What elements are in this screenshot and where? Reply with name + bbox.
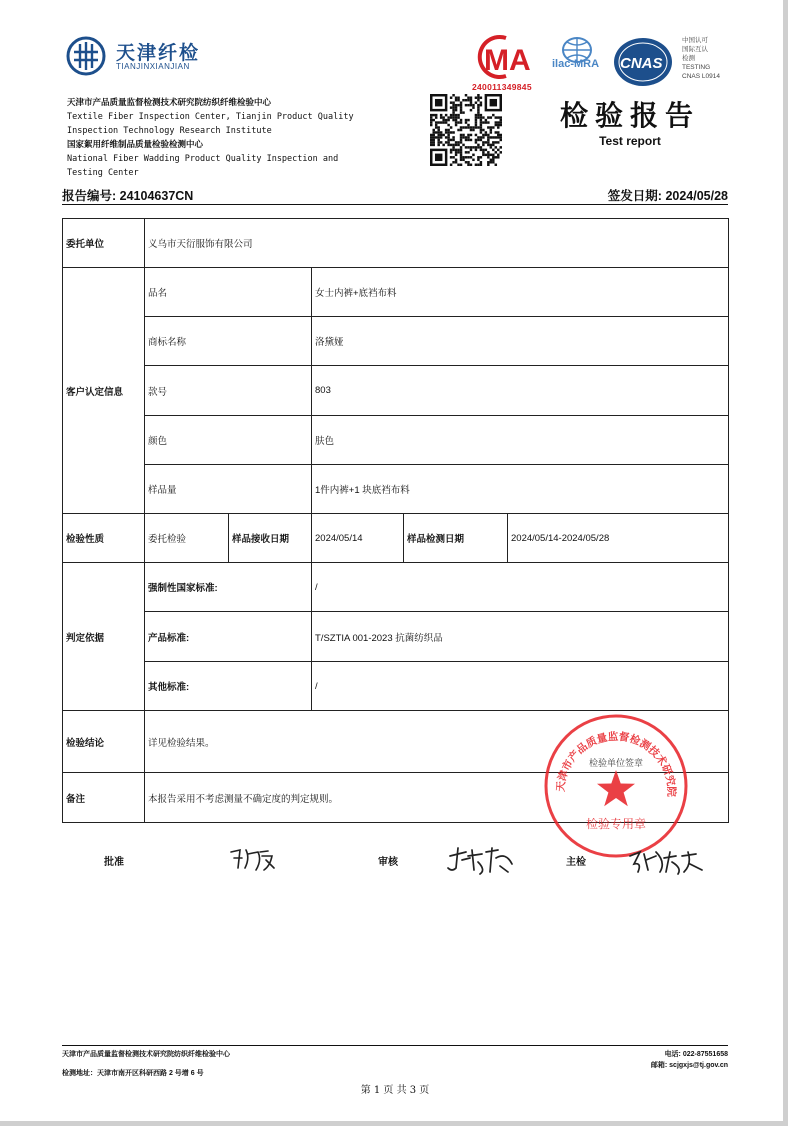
org-line-3: Inspection Technology Research Institute bbox=[67, 126, 272, 136]
customer-row bbox=[63, 268, 729, 317]
cnas-cn-line-2: 国际互认 bbox=[682, 46, 708, 53]
customer-field-value: 803 bbox=[312, 366, 729, 416]
main-inspector-label: 主检 bbox=[566, 857, 586, 868]
ma-logo-icon bbox=[472, 34, 542, 80]
org-line-2: Textile Fiber Inspection Center, Tianjin Product Quality bbox=[67, 112, 354, 122]
basis-field-label: 其他标准: bbox=[145, 662, 312, 711]
cnas-logo-icon bbox=[612, 36, 674, 88]
customer-field-value: 洛黛娅 bbox=[312, 317, 729, 366]
customer-row bbox=[63, 465, 729, 514]
conclusion-label: 检验结论 bbox=[63, 711, 145, 773]
basis-row bbox=[63, 662, 729, 711]
customer-field-value: 1件内裤+1 块底裆布料 bbox=[312, 465, 729, 514]
footer-phone: 电话: 022-87551658 bbox=[664, 1051, 728, 1058]
official-seal bbox=[542, 712, 690, 860]
nature-label: 检验性质 bbox=[63, 514, 145, 563]
customer-field-label: 样品量 bbox=[145, 465, 312, 514]
cnas-mark bbox=[612, 36, 728, 92]
footer-address: 检测地址：天津市南开区科研西路 2 号增 6 号 bbox=[62, 1070, 204, 1077]
seal-ring-text: 天津市产品质量监督检测技术研究院 bbox=[554, 730, 678, 797]
ma-mark bbox=[472, 34, 542, 92]
customer-field-label: 商标名称 bbox=[145, 317, 312, 366]
test-date-value: 2024/05/14-2024/05/28 bbox=[508, 514, 729, 563]
basis-label: 判定依据 bbox=[63, 563, 145, 711]
customer-field-label: 品名 bbox=[145, 268, 312, 317]
main-inspector-signature bbox=[626, 846, 706, 878]
customer-row bbox=[63, 317, 729, 366]
org-block bbox=[67, 96, 427, 180]
receipt-date-value: 2024/05/14 bbox=[312, 514, 404, 563]
basis-field-label: 产品标准: bbox=[145, 612, 312, 662]
org-line-4: 国家絮用纤维制品质量检验检测中心 bbox=[67, 140, 204, 150]
ma-label: MA bbox=[484, 44, 531, 77]
customer-field-label: 款号 bbox=[145, 366, 312, 416]
logo bbox=[66, 36, 226, 76]
basis-row bbox=[63, 563, 729, 612]
ma-number: 240011349845 bbox=[472, 82, 532, 92]
cnas-label: CNAS bbox=[620, 55, 663, 72]
seal-icon bbox=[542, 712, 690, 860]
approve-signature bbox=[228, 846, 278, 874]
customer-field-value: 肤色 bbox=[312, 416, 729, 465]
conclusion-value: 详见检验结果。 bbox=[145, 711, 729, 773]
seal-inner-text: 检验单位签章 bbox=[588, 759, 644, 769]
qr-code bbox=[430, 94, 502, 166]
review-signature-image bbox=[446, 844, 516, 878]
org-line-5: National Fiber Wadding Product Quality Inspection and bbox=[67, 154, 339, 164]
cnas-cn-line-3: 检测 bbox=[682, 55, 695, 62]
basis-field-label: 强制性国家标准: bbox=[145, 563, 312, 612]
remark-label: 备注 bbox=[63, 773, 145, 823]
client-value: 义乌市天衍服饰有限公司 bbox=[145, 219, 729, 268]
org-line-1: 天津市产品质量监督检测技术研究院纺织纤维检验中心 bbox=[67, 98, 272, 108]
logo-pinyin: TIANJINXIANJIAN bbox=[116, 62, 190, 71]
org-line-6: Testing Center bbox=[67, 168, 139, 178]
test-date-label: 样品检测日期 bbox=[404, 514, 508, 563]
header-rule bbox=[62, 204, 728, 205]
client-row bbox=[63, 219, 729, 268]
logo-name: 天津纤检 bbox=[116, 43, 201, 64]
approve-signature-image bbox=[228, 846, 278, 874]
report-title: 检验报告 bbox=[559, 99, 700, 132]
remark-value: 本报告采用不考虑测量不确定度的判定规则。 bbox=[145, 773, 729, 823]
customer-row bbox=[63, 416, 729, 465]
main-inspector-signature-image bbox=[626, 846, 706, 878]
review-label: 审核 bbox=[378, 857, 398, 868]
cnas-text-block bbox=[682, 36, 720, 81]
footer-rule bbox=[62, 1045, 728, 1046]
seal-bottom-text: 检验专用章 bbox=[585, 817, 647, 831]
nature-value: 委托检验 bbox=[145, 514, 229, 563]
issue-date bbox=[608, 186, 728, 204]
approve-label: 批准 bbox=[104, 857, 124, 868]
logo-icon bbox=[66, 36, 106, 76]
footer-org: 天津市产品质量监督检测技术研究院纺织纤维检验中心 bbox=[62, 1051, 230, 1058]
ilac-label: ilac-MRA bbox=[552, 58, 600, 70]
cnas-testing: TESTING bbox=[682, 64, 711, 71]
customer-field-label: 颜色 bbox=[145, 416, 312, 465]
nature-row bbox=[63, 514, 729, 563]
issue-date-value: 2024/05/28 bbox=[665, 189, 728, 203]
report-number-value: 24104637CN bbox=[119, 189, 194, 203]
issue-date-label: 签发日期: bbox=[607, 189, 662, 203]
ilac-mark bbox=[548, 34, 606, 88]
report-number-label: 报告编号: bbox=[62, 189, 117, 203]
receipt-date-label: 样品接收日期 bbox=[229, 514, 312, 563]
report-title-en: Test report bbox=[599, 134, 661, 148]
review-signature bbox=[446, 844, 516, 878]
basis-field-value: T/SZTIA 001-2023 抗菌纺织品 bbox=[312, 612, 729, 662]
basis-field-value: / bbox=[312, 563, 729, 612]
customer-field-value: 女士内裤+底裆布料 bbox=[312, 268, 729, 317]
page-indicator: 第 1 页 共 3 页 bbox=[360, 1085, 430, 1096]
customer-info-label: 客户认定信息 bbox=[63, 268, 145, 514]
qr-code-image bbox=[430, 94, 502, 166]
basis-field-value: / bbox=[312, 662, 729, 711]
report-number bbox=[62, 186, 193, 204]
cnas-cn-line-1: 中国认可 bbox=[682, 37, 708, 44]
basis-row bbox=[63, 612, 729, 662]
customer-row bbox=[63, 366, 729, 416]
cnas-code: CNAS L0914 bbox=[682, 73, 720, 80]
footer-email: 邮箱: scjgxjs@tj.gov.cn bbox=[650, 1062, 728, 1069]
client-label: 委托单位 bbox=[63, 219, 145, 268]
